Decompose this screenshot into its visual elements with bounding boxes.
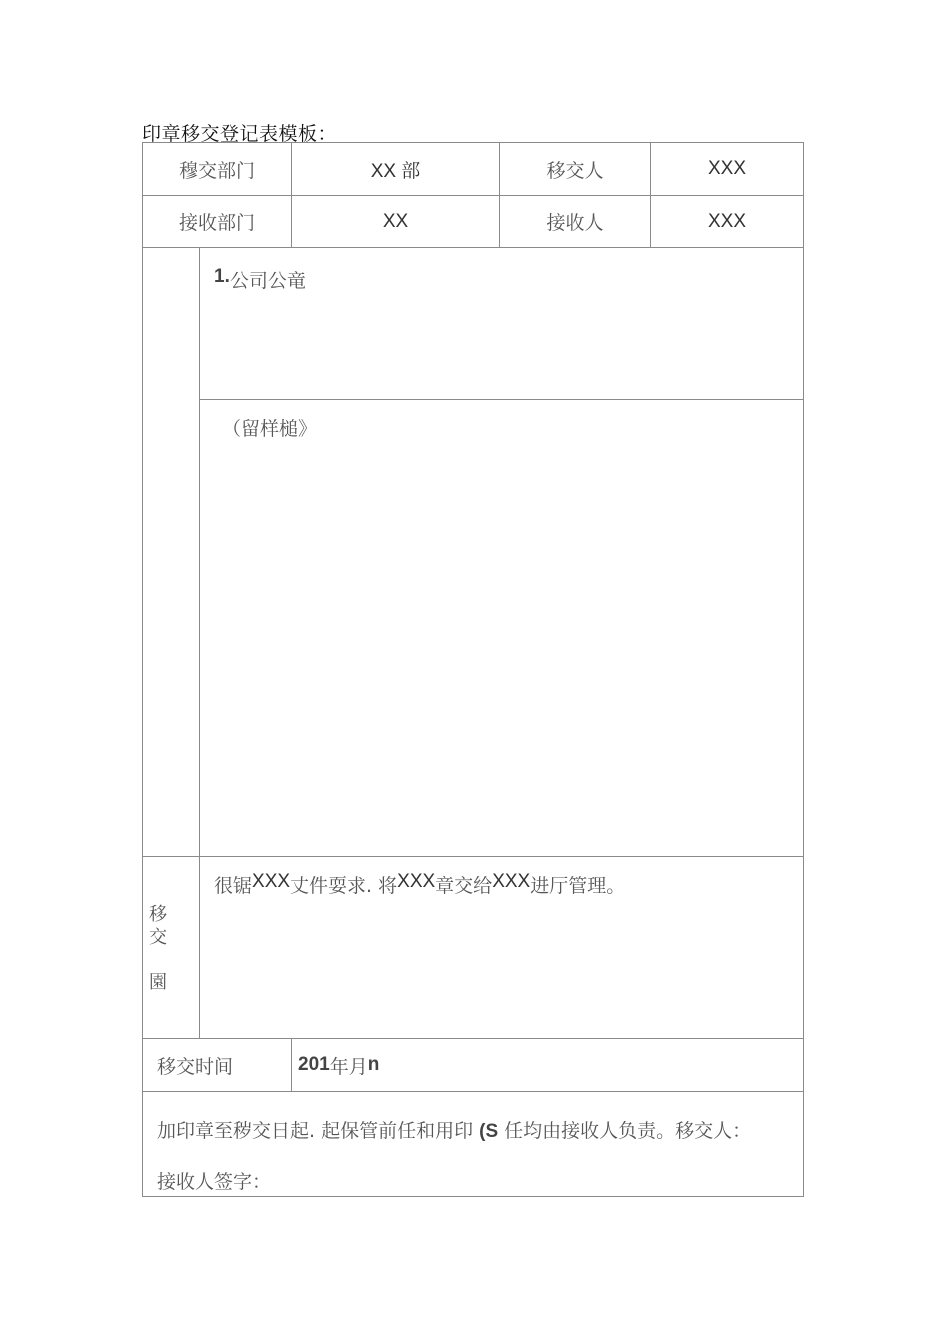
reason-vertical-label (149, 903, 171, 994)
receive-dept-value: XX (292, 196, 500, 248)
reason-text-c: 章交给 (435, 875, 493, 897)
transfer-time-value (292, 1039, 803, 1092)
transferor-value: XXX (651, 143, 803, 196)
seal-item-number: 1. (214, 266, 230, 287)
reason-label-char-2: 交 (149, 927, 167, 948)
transfer-dept-value: XX 部 (292, 143, 500, 196)
responsibility-note-cell (143, 1092, 803, 1196)
reason-x1: XXX (252, 871, 291, 892)
reason-label-char-1: 移 (149, 904, 167, 925)
reason-text-d: 进厅管理。 (530, 875, 626, 897)
transfer-dept-label: 穆交部门 (143, 143, 292, 196)
reason-label-char-3: 園 (149, 972, 167, 993)
reason-x3: XXX (492, 871, 531, 892)
note-text-b: (S (479, 1121, 499, 1142)
responsibility-note-line1 (157, 1116, 751, 1143)
transferor-label: 移交人 (500, 143, 651, 196)
note-text-c: 任均由接收人负责。移交人： (498, 1120, 752, 1142)
reason-text-a: 很锯 (214, 875, 253, 897)
reason-x2: XXX (397, 871, 436, 892)
seal-item-name: 公司公竜 (229, 270, 306, 292)
reason-text-cell (200, 857, 803, 1039)
seal-sample-cell: （留样槌》 (200, 400, 803, 857)
time-year: 201 (298, 1054, 330, 1075)
seal-list-cell (200, 248, 803, 400)
receiver-label: 接收人 (500, 196, 651, 248)
seal-section-side-cell (143, 248, 200, 857)
time-n: n (367, 1054, 380, 1075)
reason-label-cell (143, 857, 200, 1039)
transfer-time-label: 移交时间 (143, 1039, 292, 1092)
transfer-form-table (142, 142, 804, 1197)
note-text-a: 加印章至秽交日起. 起保管前任和用印 (157, 1120, 480, 1142)
document-title: 印章移交登记表模板： (142, 123, 338, 145)
receive-dept-label: 接收部门 (143, 196, 292, 248)
receiver-signature-label: 接收人签字： (157, 1171, 272, 1193)
time-rest: 年月 (329, 1055, 368, 1078)
reason-text-b: 丈件耍求. 将 (290, 875, 398, 897)
receiver-value: XXX (651, 196, 803, 248)
